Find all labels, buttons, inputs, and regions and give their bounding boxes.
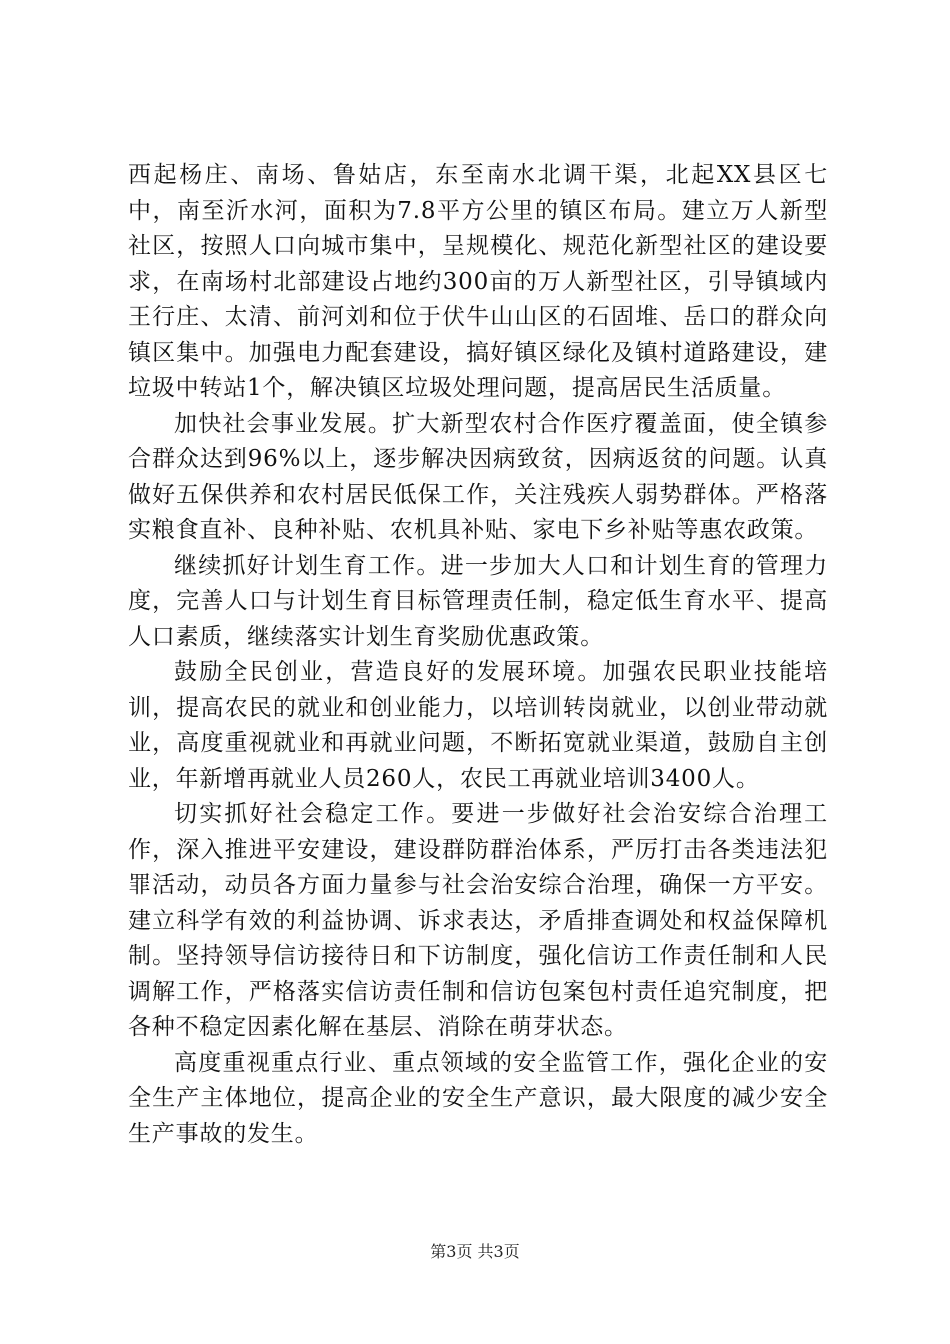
paragraph-family-planning: 继续抓好计划生育工作。进一步加大人口和计划生育的管理力度，完善人口与计划生育目标管理责任制，稳定低生育水平、提高人口素质，继续落实计划生育奖励优惠政策。 [128,552,828,650]
paragraph-social-stability: 切实抓好社会稳定工作。要进一步做好社会治安综合治理工作，深入推进平安建设，建设群防群治体系，严厉打击各类违法犯罪活动，动员各方面力量参与社会治安综合治理，确保一方平安。建立科学有效的利益协调、诉求表达，矛盾排查调处和权益保障机制。坚持领导信访接待日和下访制度，强化信访工作责任制和人民调解工作，严格落实信访责任制和信访包案包村责任追究制度，把各种不稳定因素化解在基层、消除在萌芽状态。 [128,801,828,1040]
paragraph-continued: 西起杨庄、南场、鲁姑店，东至南水北调干渠，北起XX县区七中，南至沂水河，面积为7.8平方公里的镇区布局。建立万人新型社区，按照人口向城市集中，呈规模化、规范化新型社区的建设要求，在南场村北部建设占地约300亩的万人新型社区，引导镇域内王行庄、太清、前河刘和位于伏牛山山区的石固堆、岳口的群众向镇区集中。加强电力配套建设，搞好镇区绿化及镇村道路建设，建垃圾中转站1个，解决镇区垃圾处理问题，提高居民生活质量。 [128,162,828,401]
page-footer [0,1242,950,1262]
page-number-label: 第3页 共3页 [430,1242,520,1261]
paragraph-social-affairs: 加快社会事业发展。扩大新型农村合作医疗覆盖面，使全镇参合群众达到96%以上，逐步解决因病致贫，因病返贫的问题。认真做好五保供养和农村居民低保工作，关注残疾人弱势群体。严格落实粮食直补、良种补贴、农机具补贴、家电下乡补贴等惠农政策。 [128,410,828,543]
paragraph-safety-supervision: 高度重视重点行业、重点领域的安全监管工作，强化企业的安全生产主体地位，提高企业的安全生产意识，最大限度的减少安全生产事故的发生。 [128,1049,828,1147]
paragraph-entrepreneurship: 鼓励全民创业，营造良好的发展环境。加强农民职业技能培训，提高农民的就业和创业能力，以培训转岗就业，以创业带动就业，高度重视就业和再就业问题，不断拓宽就业渠道，鼓励自主创业，年新增再就业人员260人，农民工再就业培训3400人。 [128,659,828,792]
document-body [128,158,828,1152]
